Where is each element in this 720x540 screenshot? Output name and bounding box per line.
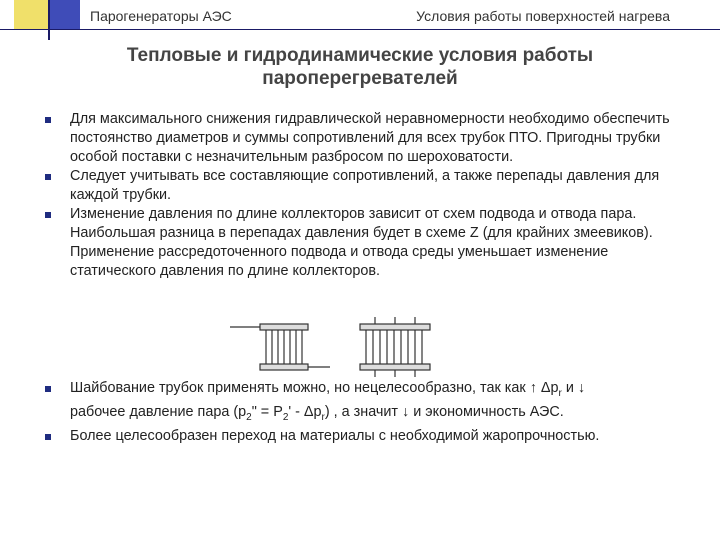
bullet-list-2	[45, 379, 695, 427]
title-line-1: Тепловые и гидродинамические условия работы	[126, 45, 594, 66]
header-left: Парогенераторы АЭС	[90, 8, 232, 24]
top-collector	[360, 324, 430, 330]
bottom-collector	[360, 364, 430, 370]
down-arrow-icon: ↓	[577, 380, 586, 396]
bullet-item	[45, 427, 695, 446]
bullet-marker	[45, 212, 51, 218]
top-collector	[260, 324, 308, 330]
bullet-marker	[45, 386, 51, 392]
title-line-2: пароперегревателей	[262, 68, 458, 89]
bottom-collector	[260, 364, 308, 370]
collector-scheme-z	[230, 324, 330, 370]
bullet-text: Для максимального снижения гидравлической неравномерности необходимо обеспечить постоянство диаметров и суммы сопротивлений для всех трубок ПТО. Пригодны трубки особой поставки с незначительным разбросом по шероховатости.	[70, 111, 670, 165]
bullet-text: Более целесообразен переход на материалы с необходимой жаропрочностью.	[70, 428, 600, 444]
header-rule	[0, 29, 720, 30]
collector-scheme-distributed	[360, 317, 430, 377]
bullet-marker	[45, 174, 51, 180]
corner-line-vertical	[48, 0, 50, 40]
header-right: Условия работы поверхностей нагрева	[416, 8, 670, 24]
up-arrow-icon: ↑	[529, 380, 537, 396]
bullet-marker	[45, 434, 51, 440]
bullet-list	[45, 110, 695, 281]
collector-schemes-figure	[230, 317, 440, 377]
corner-decoration-yellow	[14, 0, 48, 29]
bullet-item	[45, 379, 695, 427]
bullet-list-3	[45, 427, 695, 446]
bullet-item	[45, 167, 695, 205]
slide-title	[60, 44, 660, 90]
bullet-item	[45, 110, 695, 167]
bullet-marker	[45, 117, 51, 123]
down-arrow-icon: ↓	[402, 403, 410, 420]
bullet-item	[45, 205, 695, 281]
bullet-text: Следует учитывать все составляющие сопротивлений, а также перепады давления для каждой трубки.	[70, 168, 660, 203]
corner-decoration-blue	[50, 0, 80, 29]
bullet-text: Изменение давления по длине коллекторов зависит от схем подвода и отвода пара. Наибольшая разница в перепадах давления будет в схеме Z (для крайних змеевиков). Применение рассредоточенного подвода и отвода среды уменьшает изменение статического давления по длине коллекторов.	[70, 206, 653, 279]
bullet-text: Шайбование трубок применять можно, но нецелесообразно, так как ↑ $\Delta p_r$ и ↓ рабочее давление пара ($p_2$" = $P_2' - \Delta p_r$) , а значит ↓ и экономичность АЭС.	[70, 380, 586, 423]
